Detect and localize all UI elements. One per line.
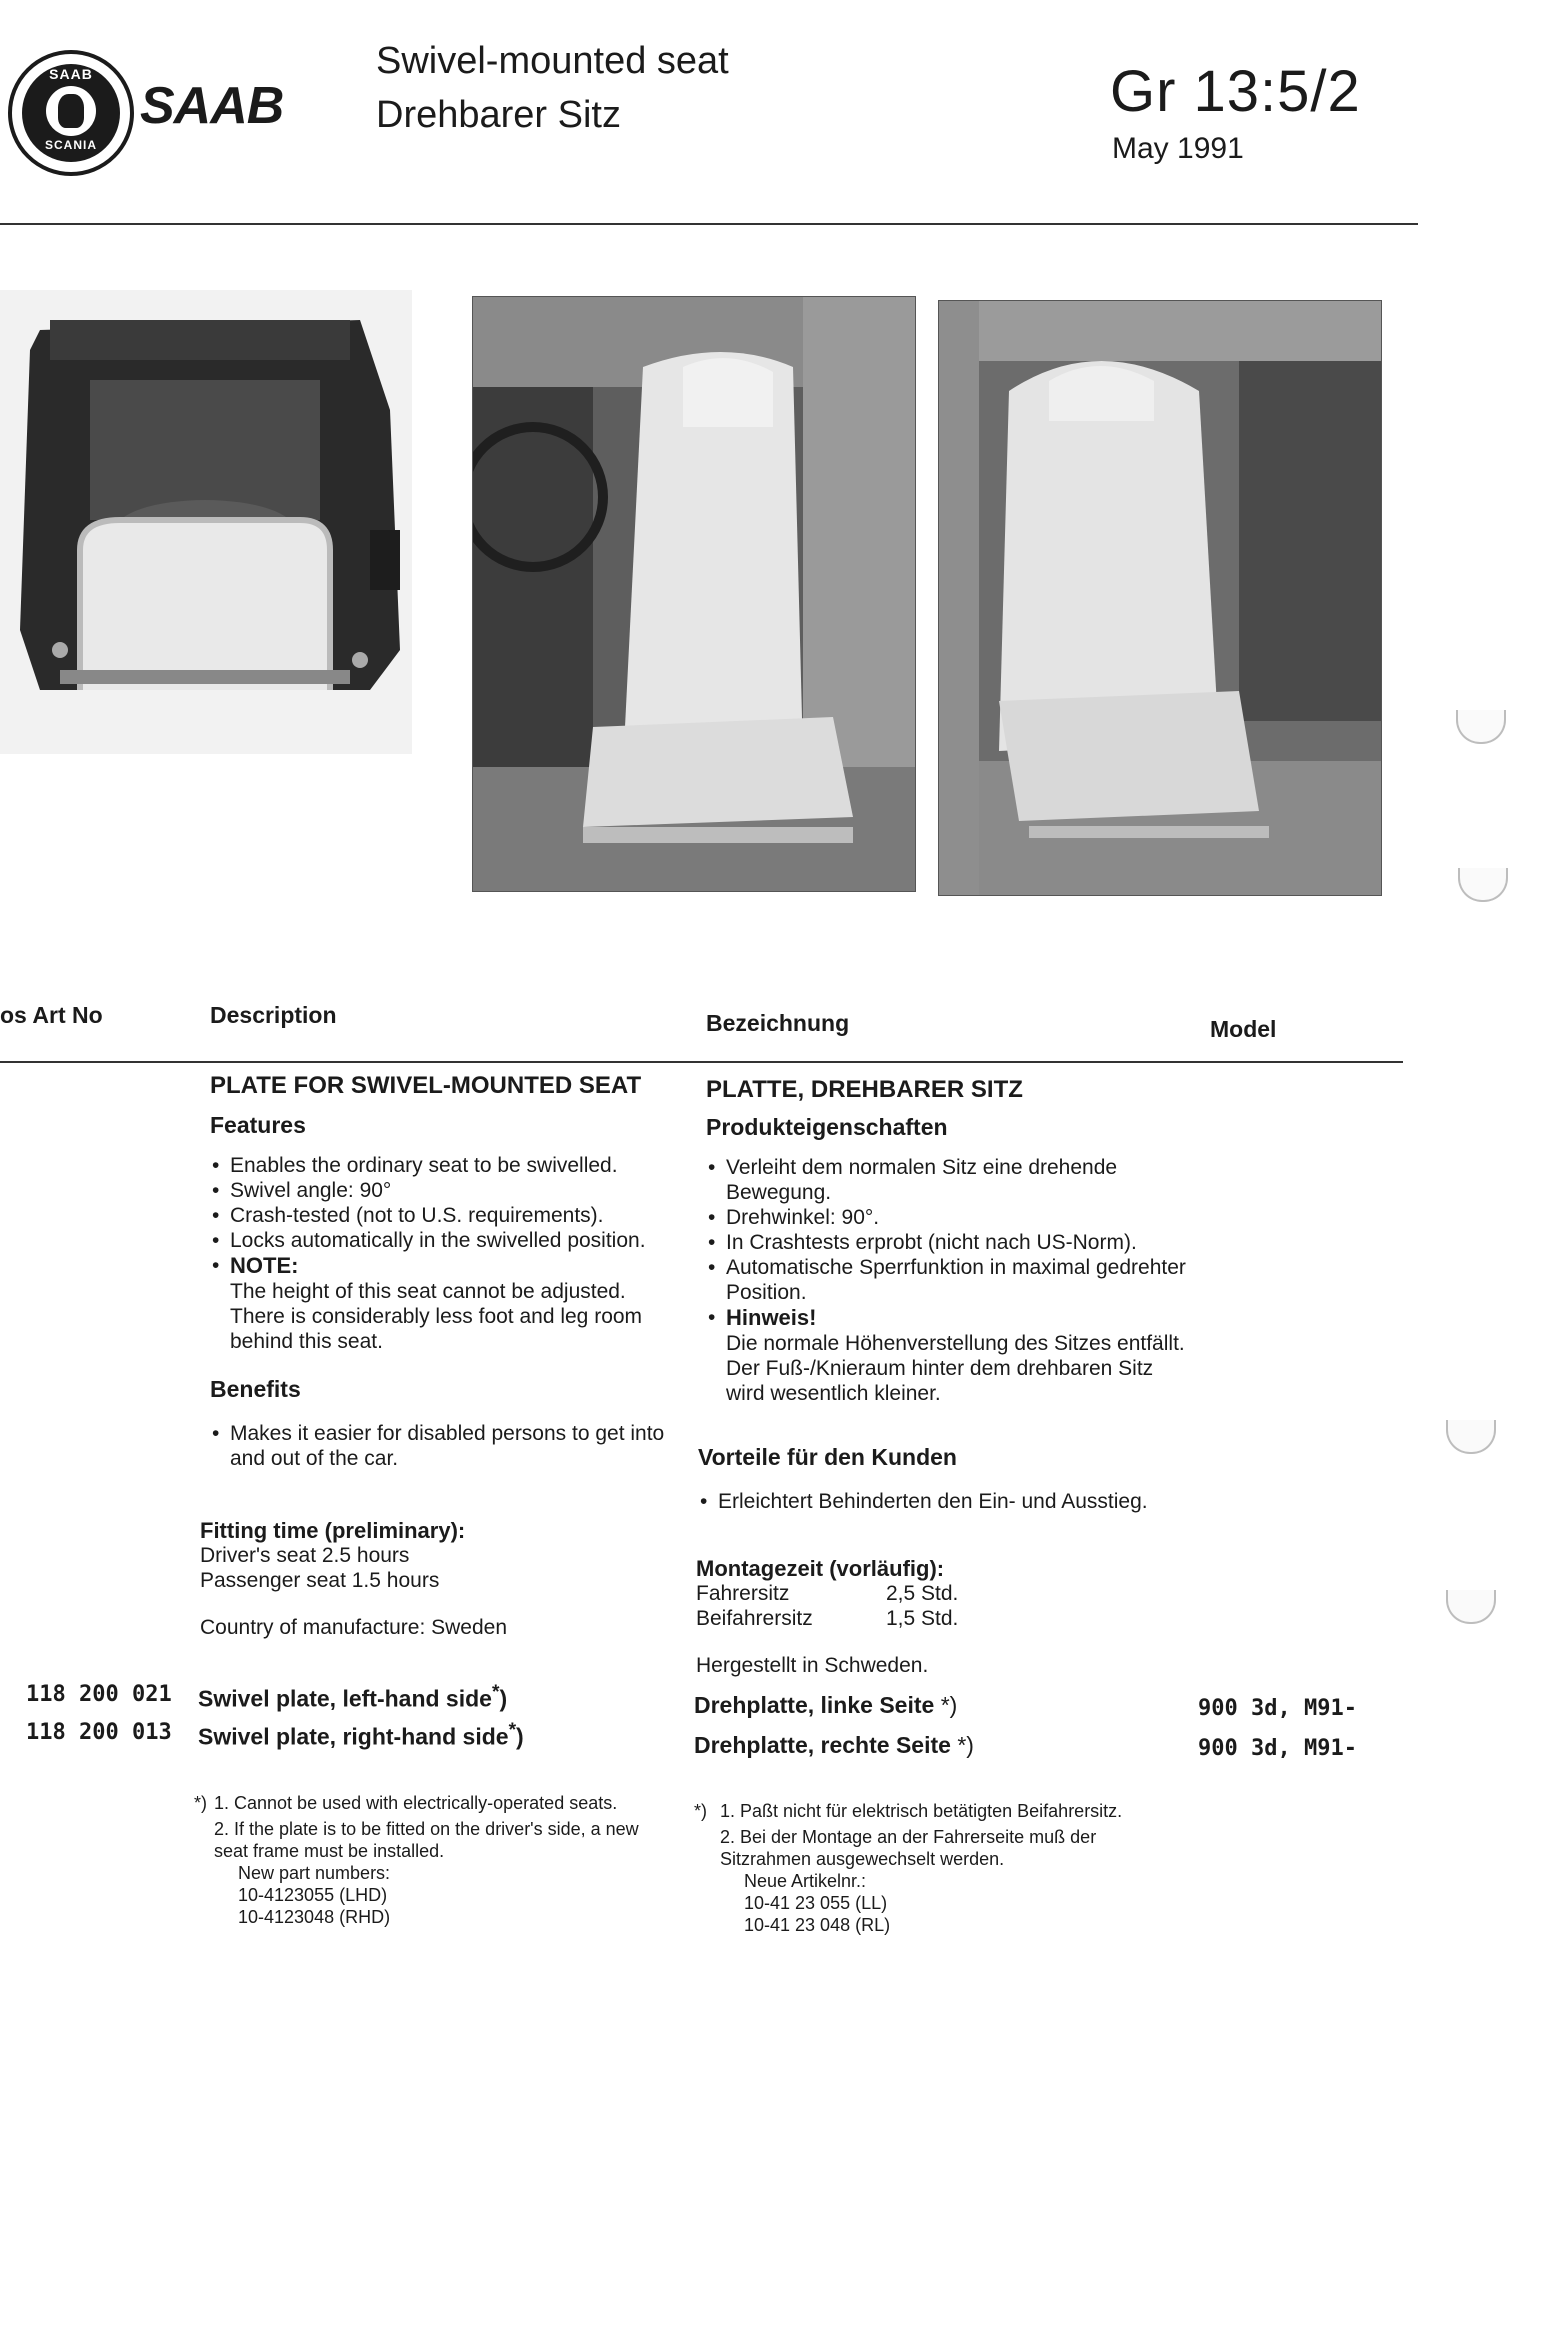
german-footnotes	[694, 1800, 1134, 1936]
german-footnote-2: 2. Bei der Montage an der Fahrerseite muß der Sitzrahmen ausgewechselt werden. Neue Artikelnr.: 10-41 23 055 (LL) 10-41 23 048 (RL)	[694, 1826, 1134, 1936]
english-note-label: NOTE:	[230, 1253, 299, 1278]
logo-ring-top-text: SAAB	[49, 66, 93, 82]
list-item: • Automatische Sperrfunktion in maximal gedrehter Position.	[706, 1255, 1186, 1305]
german-benefits-list	[698, 1489, 1188, 1514]
part-art-no: 118 200 013	[26, 1720, 172, 1745]
list-item	[706, 1305, 1186, 1406]
table-row	[0, 1720, 1400, 1761]
col-header-bezeichnung: Bezeichnung	[706, 1010, 850, 1036]
german-country: Hergestellt in Schweden.	[696, 1654, 929, 1677]
german-fitting-driver-label: Fahrersitz	[696, 1582, 790, 1605]
swivel-plate-photo	[0, 290, 412, 754]
german-note-label: Hinweis!	[726, 1305, 817, 1330]
col-header-description: Description	[210, 1002, 337, 1028]
english-note-text: The height of this seat cannot be adjusted. There is considerably less foot and leg room behind this seat.	[230, 1280, 643, 1353]
list-item: • Makes it easier for disabled persons to get into and out of the car.	[210, 1421, 680, 1471]
col-header-art-no: os Art No	[0, 1002, 103, 1028]
part-model: 900 3d, M91-	[1198, 1736, 1357, 1761]
list-item: • Verleiht dem normalen Sitz eine drehende Bewegung.	[706, 1155, 1186, 1205]
list-item: • Locks automatically in the swivelled position.	[210, 1228, 680, 1253]
table-header-rule	[0, 1061, 1403, 1063]
german-fitting-driver-value: 2,5 Std.	[886, 1582, 959, 1605]
german-fitting-driver-row	[696, 1581, 1176, 1606]
car-seat-photo-front	[472, 296, 916, 892]
english-new-part-numbers: New part numbers: 10-4123055 (LHD) 10-4123048 (RHD)	[238, 1863, 391, 1927]
list-item: • Erleichtert Behinderten den Ein- und Ausstieg.	[698, 1489, 1188, 1514]
english-fitting-driver: Driver's seat 2.5 hours	[200, 1544, 410, 1567]
part-desc-de: Drehplatte, rechte Seite *)	[694, 1732, 974, 1758]
english-features-list	[210, 1153, 680, 1354]
german-fitting-passenger-label: Beifahrersitz	[696, 1607, 813, 1630]
german-fitting-passenger-value: 1,5 Std.	[886, 1607, 959, 1630]
punch-hole	[1446, 1420, 1496, 1454]
griffin-icon	[46, 86, 96, 136]
german-benefits-label: Vorteile für den Kunden	[698, 1444, 957, 1470]
english-footnotes	[194, 1792, 664, 1928]
list-item: • Drehwinkel: 90°.	[706, 1205, 1186, 1230]
german-features-label: Produkteigenschaften	[706, 1114, 948, 1140]
col-header-model: Model	[1210, 1016, 1277, 1042]
part-model: 900 3d, M91-	[1198, 1696, 1357, 1721]
table-row	[0, 1682, 1400, 1721]
english-footnote-2: 2. If the plate is to be fitted on the driver's side, a new seat frame must be installed. New part numbers: 10-4123055 (LHD) 10-4123048 (RHD)	[194, 1818, 664, 1928]
german-description	[706, 1076, 1186, 1406]
group-number: Gr 13:5/2	[1110, 59, 1361, 124]
german-footnote-1: *) 1. Paßt nicht für elektrisch betätigten Beifahrersitz.	[694, 1801, 1123, 1821]
part-art-no: 118 200 021	[26, 1682, 172, 1707]
english-features-label: Features	[210, 1112, 306, 1138]
car-seat-photo-swivelled	[938, 300, 1382, 896]
part-desc-en: Swivel plate, right-hand side*)	[198, 1720, 524, 1750]
title-german: Drehbarer Sitz	[376, 94, 621, 136]
saab-wordmark: SAAB	[140, 77, 284, 135]
list-item	[210, 1253, 680, 1354]
title-english: Swivel-mounted seat	[376, 40, 729, 82]
header-rule	[0, 223, 1418, 225]
german-heading: PLATTE, DREHBARER SITZ	[706, 1076, 1023, 1103]
list-item: • Crash-tested (not to U.S. requirements).	[210, 1203, 680, 1228]
german-new-part-numbers: Neue Artikelnr.: 10-41 23 055 (LL) 10-41 23 048 (RL)	[744, 1871, 891, 1935]
list-item: • In Crashtests erprobt (nicht nach US-Norm).	[706, 1230, 1186, 1255]
german-benefits	[698, 1444, 1188, 1514]
issue-date: May 1991	[1112, 132, 1244, 165]
punch-hole	[1446, 1590, 1496, 1624]
english-fitting-label: Fitting time (preliminary):	[200, 1518, 466, 1543]
english-fitting-time	[200, 1518, 670, 1640]
english-heading: PLATE FOR SWIVEL-MOUNTED SEAT	[210, 1072, 642, 1099]
punch-hole	[1456, 710, 1506, 744]
german-features-list	[706, 1155, 1186, 1406]
part-desc-en: Swivel plate, left-hand side*)	[198, 1682, 508, 1712]
english-description	[210, 1072, 680, 1471]
part-desc-de: Drehplatte, linke Seite *)	[694, 1692, 958, 1718]
punch-hole	[1458, 868, 1508, 902]
english-benefits-label: Benefits	[210, 1376, 301, 1402]
list-item: • Swivel angle: 90°	[210, 1178, 680, 1203]
german-note-text: Die normale Höhenverstellung des Sitzes entfällt. Der Fuß-/Knieraum hinter dem drehbaren Sitz wird wesentlich kleiner.	[726, 1332, 1185, 1405]
german-fitting-label: Montagezeit (vorläufig):	[696, 1556, 945, 1581]
german-fitting-time	[696, 1556, 1176, 1678]
logo-ring-bottom-text: SCANIA	[44, 138, 97, 152]
list-item: • Enables the ordinary seat to be swivelled.	[210, 1153, 680, 1178]
german-fitting-passenger-row	[696, 1606, 1176, 1631]
english-country: Country of manufacture: Sweden	[200, 1616, 508, 1639]
english-fitting-passenger: Passenger seat 1.5 hours	[200, 1569, 440, 1592]
english-benefits-list	[210, 1421, 680, 1471]
english-footnote-1: *) 1. Cannot be used with electrically-operated seats.	[194, 1793, 618, 1813]
